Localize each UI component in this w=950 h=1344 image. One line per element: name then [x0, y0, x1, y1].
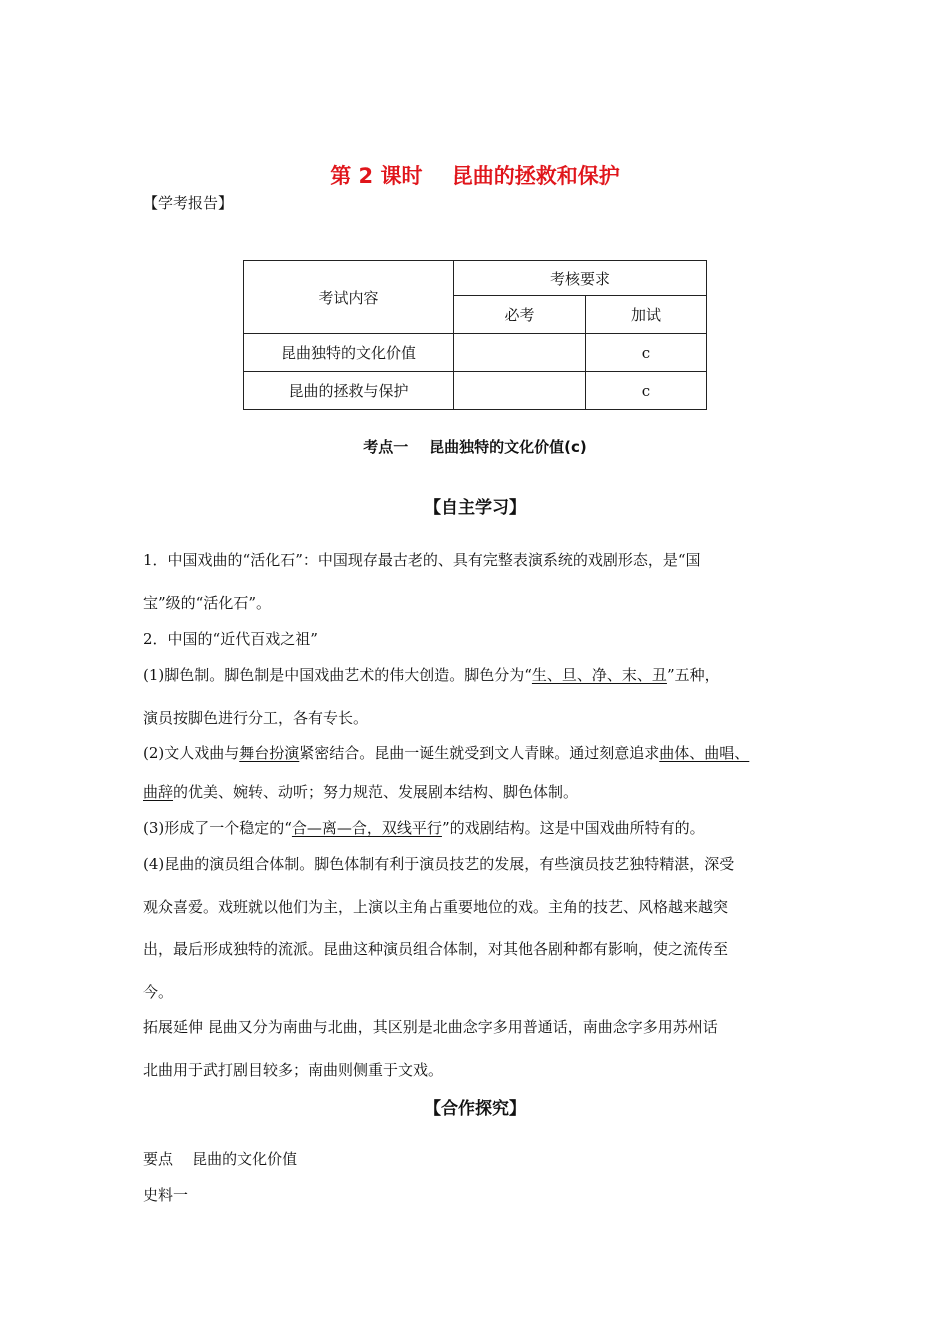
- text: (3)形成了一个稳定的“: [143, 819, 292, 837]
- text: 的优美、婉转、动听；努力规范、发展剧本结构、脚色体制。: [173, 783, 579, 801]
- row-content: 昆曲独特的文化价值: [244, 334, 454, 372]
- page-title: 第 2 课时 昆曲的拯救和保护: [330, 164, 620, 188]
- underlined-answer: 生、旦、净、末、丑: [531, 666, 667, 684]
- self-study-heading: 【自主学习】: [424, 498, 526, 518]
- report-label: 【学考报告】: [143, 194, 234, 212]
- item-1-line-2: 演员按脚色进行分工，各有专长。: [143, 709, 369, 727]
- row-required: [454, 334, 586, 372]
- extension-line: 北曲用于武打剧目较多；南曲则侧重于文戏。: [143, 1061, 444, 1079]
- key-point: 要点 昆曲的文化价值: [143, 1150, 298, 1168]
- header-required: 必考: [454, 296, 586, 334]
- row-extra: c: [586, 334, 707, 372]
- header-extra: 加试: [586, 296, 707, 334]
- paragraph-line: 宝”级的“活化石”。: [143, 594, 272, 612]
- item-2-line: [143, 742, 749, 763]
- item-4-line: 出，最后形成独特的流派。昆曲这种演员组合体制，对其他各剧种都有影响，使之流传至: [143, 940, 729, 958]
- header-assessment: 考核要求: [454, 261, 707, 296]
- text: (1)脚色制。脚色制是中国戏曲艺术的伟大创造。脚色分为“: [143, 666, 532, 684]
- requirements-table: [243, 260, 707, 410]
- table-row: [244, 334, 707, 372]
- cooperative-heading: 【合作探究】: [424, 1099, 526, 1119]
- item-4-line: (4)昆曲的演员组合体制。脚色体制有利于演员技艺的发展，有些演员技艺独特精湛，深受: [143, 855, 735, 873]
- text: 紧密结合。昆曲一诞生就受到文人青睐。通过刻意追求: [299, 744, 660, 762]
- paragraph-line: 1．中国戏曲的“活化石”：中国现存最古老的、具有完整表演系统的戏剧形态，是“国: [143, 551, 701, 569]
- row-content: 昆曲的拯救与保护: [244, 372, 454, 410]
- row-extra: c: [586, 372, 707, 410]
- item-2-line-2: [143, 781, 578, 802]
- text: ”的戏剧结构。这是中国戏曲所特有的。: [441, 819, 705, 837]
- text: ”五种，: [666, 666, 720, 684]
- item-4-line: 今。: [143, 983, 174, 1001]
- material-label: 史料一: [143, 1186, 189, 1204]
- row-required: [454, 372, 586, 410]
- underlined-answer: 曲体、曲唱、: [659, 744, 750, 762]
- extension-line: 拓展延伸 昆曲又分为南曲与北曲，其区别是北曲念字多用普通话，南曲念字多用苏州话: [143, 1018, 718, 1036]
- subheading: 2．中国的“近代百戏之祖”: [143, 630, 318, 648]
- item-1-line: [143, 664, 720, 685]
- section-title: 考点一 昆曲独特的文化价值(c): [363, 438, 587, 456]
- underlined-answer: 合—离—合，双线平行: [291, 819, 442, 837]
- item-4-line: 观众喜爱。戏班就以他们为主，上演以主角占重要地位的戏。主角的技艺、风格越来越突: [143, 898, 729, 916]
- text: (2)文人戏曲与: [143, 744, 240, 762]
- header-exam-content: 考试内容: [244, 261, 454, 334]
- underlined-answer: 舞台扮演: [239, 744, 300, 762]
- underlined-answer: 曲辞: [143, 783, 174, 801]
- item-3-line: [143, 817, 705, 838]
- table-row: [244, 372, 707, 410]
